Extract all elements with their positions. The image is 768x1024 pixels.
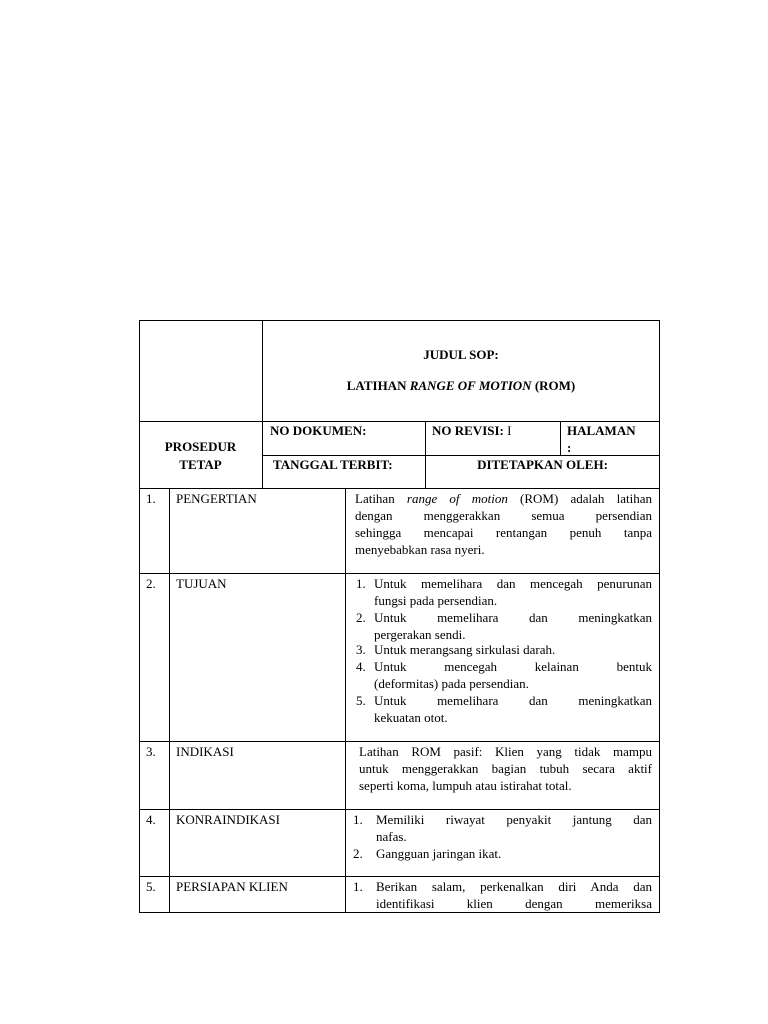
list-item-number: 2. [356, 610, 366, 625]
judul-label: JUDUL SOP: [423, 347, 499, 362]
row-1-line-1: Latihan range of motion (ROM) adalah latihan [355, 491, 652, 506]
list-item-number: 1. [356, 576, 366, 591]
row-1-content [355, 490, 652, 558]
row-3-title: INDIKASI [176, 744, 234, 759]
row-1-line-4: menyebabkan rasa nyeri. [355, 542, 485, 557]
list-item-text: Untuk memelihara dan mencegah penurunan fungsi pada persendian. [374, 576, 652, 608]
list-item-number: 2. [353, 846, 363, 861]
row-3-number: 3. [146, 744, 156, 759]
list-item-text: Untuk memelihara dan meningkatkan kekuatan otot. [374, 693, 652, 725]
list-item-text: Untuk memelihara dan meningkatkan pergerakan sendi. [374, 610, 652, 642]
list-item-number: 1. [353, 812, 363, 827]
row-1-number: 1. [146, 491, 156, 506]
halaman-label: HALAMAN [567, 423, 636, 438]
no-revisi-label: NO REVISI: [432, 423, 504, 438]
row-5-title: PERSIAPAN KLIEN [176, 879, 288, 894]
judul-title [262, 377, 660, 394]
row-1-line-3: sehingga mencapai rentangan penuh tanpa [355, 525, 652, 540]
list-item-number: 5. [356, 693, 366, 708]
no-revisi-field [432, 422, 511, 439]
row-2-title: TUJUAN [176, 576, 227, 591]
row-4-number: 4. [146, 812, 156, 827]
list-item-text: Untuk mencegah kelainan bentuk (deformitas) pada persendian. [374, 659, 652, 691]
ditetapkan-oleh-label: DITETAPKAN OLEH: [477, 457, 608, 472]
tanggal-terbit-label: TANGGAL TERBIT: [273, 457, 393, 472]
no-dokumen-label: NO DOKUMEN: [270, 423, 367, 438]
row-3-line-2: untuk menggerakkan bagian tubuh secara aktif [359, 761, 652, 776]
judul-italic: RANGE OF MOTION [409, 378, 532, 393]
row-1-line-2: dengan menggerakkan semua persendian [355, 508, 652, 523]
no-revisi-value: I [503, 423, 512, 438]
list-item-text: Gangguan jaringan ikat. [376, 846, 502, 861]
prosedur-tetap-line2: TETAP [179, 457, 222, 472]
row-5-number: 5. [146, 879, 156, 894]
list-item-text: Memiliki riwayat penyakit jantung dan nafas. [376, 812, 652, 844]
list-item-number: 4. [356, 659, 366, 674]
judul-suffix: (ROM) [531, 378, 576, 393]
list-item-text: Berikan salam, perkenalkan diri Anda dan identifikasi klien dengan memeriksa [376, 879, 652, 911]
row-3-line-1: Latihan ROM pasif: Klien yang tidak mampu [359, 744, 652, 759]
row-2-number: 2. [146, 576, 156, 591]
row-4-title: KONRAINDIKASI [176, 812, 280, 827]
list-item-number: 1. [353, 879, 363, 894]
halaman-colon: : [567, 440, 572, 455]
prosedur-tetap-line1: PROSEDUR [164, 439, 237, 454]
row-3-content [359, 743, 652, 794]
list-item-number: 3. [356, 642, 366, 657]
list-item-text: Untuk merangsang sirkulasi darah. [374, 642, 556, 657]
row-1-title: PENGERTIAN [176, 491, 257, 506]
row-3-line-3: seperti koma, lumpuh atau istirahat total. [359, 778, 572, 793]
judul-prefix: LATIHAN [346, 378, 410, 393]
